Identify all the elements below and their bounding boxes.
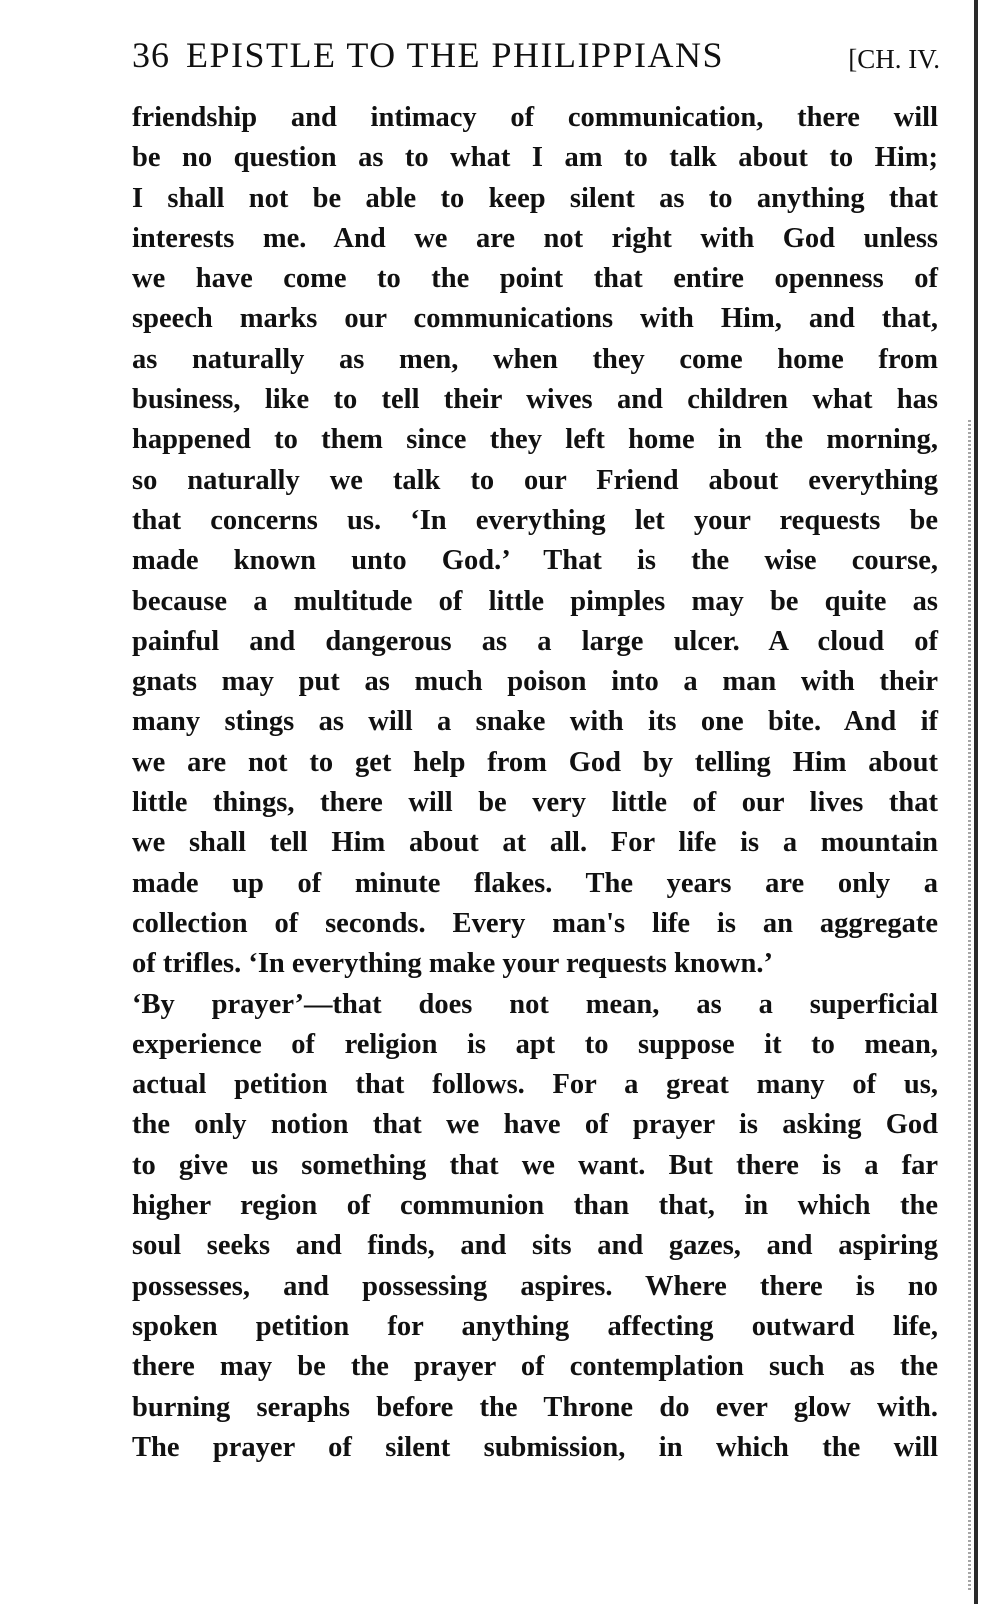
text-line: we have come to the point that entire openness of bbox=[132, 263, 938, 295]
text-line: experience of religion is apt to suppose it to mean, bbox=[132, 1028, 938, 1060]
text-line: be no question as to what I am to talk about to Him; bbox=[132, 142, 938, 174]
running-title: EPISTLE TO THE PHILIPPIANS bbox=[186, 35, 725, 75]
text-line: there may be the prayer of contemplation such as the bbox=[132, 1351, 938, 1383]
page-edge bbox=[974, 0, 978, 1604]
text-line: friendship and intimacy of communication, there will bbox=[132, 102, 938, 133]
text-line: gnats may put as much poison into a man with their bbox=[132, 666, 938, 698]
text-line: business, like to tell their wives and children what has bbox=[132, 384, 938, 416]
text-line: because a multitude of little pimples may be quite as bbox=[132, 585, 938, 617]
chapter-marker: [CH. IV. bbox=[848, 44, 940, 74]
text-line: speech marks our communications with Him, and that, bbox=[132, 303, 938, 335]
text-line: The prayer of silent submission, in which the will bbox=[132, 1431, 938, 1463]
text-line: collection of seconds. Every man's life is an aggregate bbox=[132, 907, 938, 939]
text-line: burning seraphs before the Throne do ever glow with. bbox=[132, 1391, 938, 1423]
text-line: spoken petition for anything affecting outward life, bbox=[132, 1310, 938, 1342]
text-line: we are not to get help from God by telling Him about bbox=[132, 746, 938, 778]
running-head bbox=[132, 30, 940, 80]
text-line: happened to them since they left home in the morning, bbox=[132, 424, 938, 456]
text-line: as naturally as men, when they come home from bbox=[132, 343, 938, 375]
text-line: little things, there will be very little of our lives that bbox=[132, 787, 938, 819]
text-line: we shall tell Him about at all. For life is a mountain bbox=[132, 827, 938, 859]
text-line: I shall not be able to keep silent as to anything that bbox=[132, 182, 938, 214]
text-line: that concerns us. ‘In everything let your requests be bbox=[132, 504, 938, 536]
text-line: many stings as will a snake with its one bite. And if bbox=[132, 706, 938, 738]
text-line: made known unto God.’ That is the wise course, bbox=[132, 545, 938, 577]
text-line: soul seeks and finds, and sits and gazes, and aspiring bbox=[132, 1230, 938, 1262]
text-line: made up of minute flakes. The years are only a bbox=[132, 867, 938, 899]
body-text bbox=[132, 98, 938, 1468]
text-line: possesses, and possessing aspires. Where there is no bbox=[132, 1270, 938, 1302]
text-line: painful and dangerous as a large ulcer. A cloud of bbox=[132, 625, 938, 657]
text-line: of trifles. ‘In everything make your requests known.’ bbox=[132, 948, 773, 980]
text-line: to give us something that we want. But there is a far bbox=[132, 1149, 938, 1181]
text-line: actual petition that follows. For a great many of us, bbox=[132, 1069, 938, 1101]
page-edge-shadow bbox=[968, 420, 971, 1590]
text-line: ‘By prayer’—that does not mean, as a superficial bbox=[132, 988, 938, 1020]
text-line: higher region of communion than that, in which the bbox=[132, 1190, 938, 1222]
text-line: so naturally we talk to our Friend about everything bbox=[132, 464, 938, 496]
text-line: interests me. And we are not right with God unless bbox=[132, 222, 938, 254]
text-line: the only notion that we have of prayer is asking God bbox=[132, 1109, 938, 1141]
page-number: 36 bbox=[132, 35, 170, 75]
